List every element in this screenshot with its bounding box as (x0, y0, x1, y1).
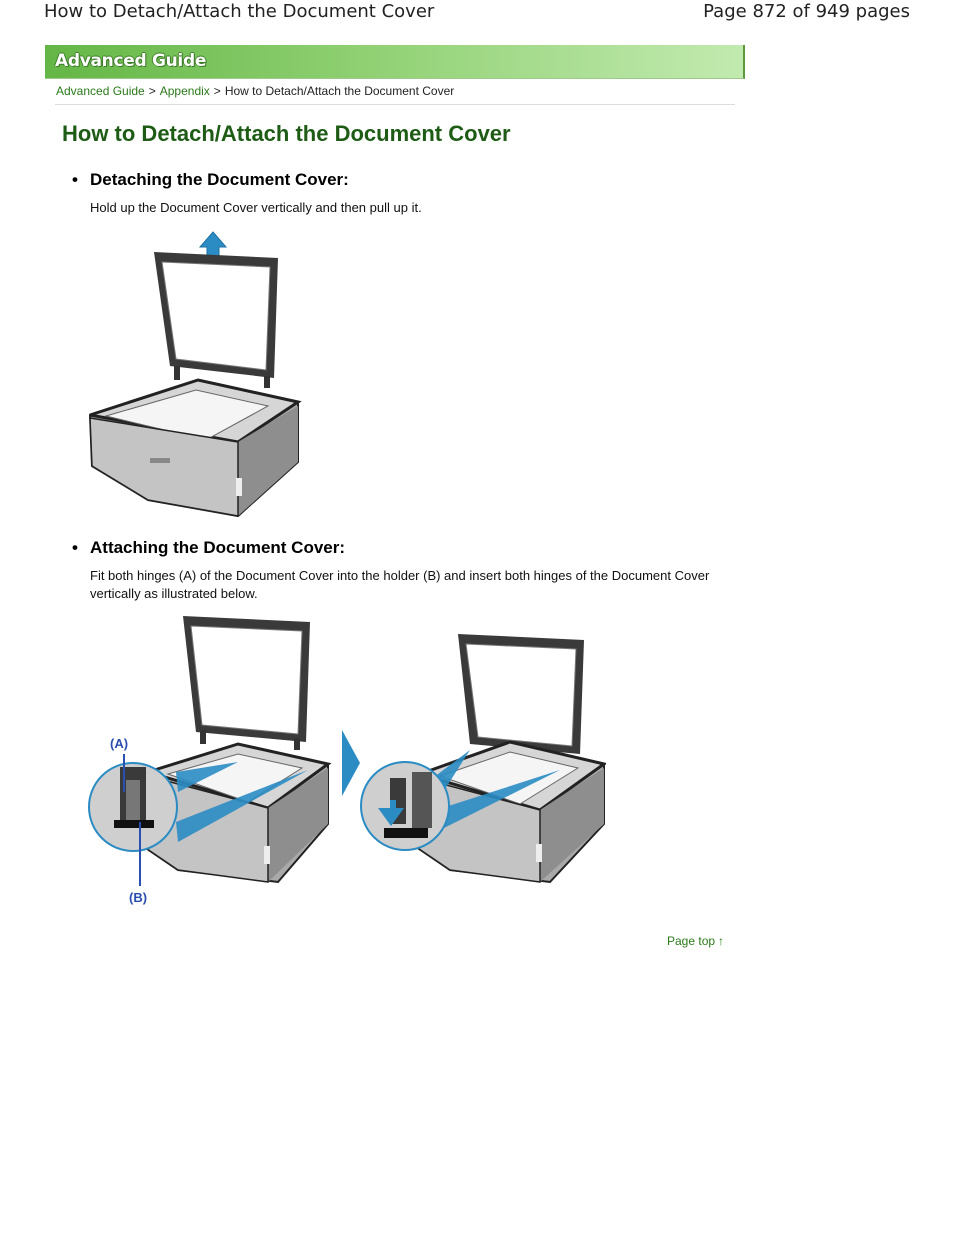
attach-cover-illustration-step1 (88, 612, 333, 907)
breadcrumb-separator: > (213, 84, 221, 98)
page-top-link[interactable] (667, 934, 724, 948)
banner-label: Advanced Guide (55, 51, 207, 71)
next-step-arrow-icon (340, 728, 362, 798)
breadcrumb (56, 84, 454, 98)
page-title: How to Detach/Attach the Document Cover (62, 121, 511, 146)
breadcrumb-link-advanced-guide[interactable]: Advanced Guide (56, 84, 145, 98)
document-title: How to Detach/Attach the Document Cover (44, 1, 435, 22)
page-counter: Page 872 of 949 pages (703, 1, 910, 22)
detach-cover-illustration (88, 230, 303, 520)
page-top-label: Page top (667, 934, 716, 948)
section-heading-attaching: • Attaching the Document Cover: (72, 538, 345, 558)
up-arrow-icon: ↑ (718, 934, 725, 948)
divider (55, 104, 735, 105)
callout-label-a: (A) (110, 736, 129, 751)
breadcrumb-link-appendix[interactable]: Appendix (159, 84, 210, 98)
breadcrumb-separator: > (148, 84, 156, 98)
callout-label-b: (B) (129, 890, 148, 905)
section-text-attaching: Fit both hinges (A) of the Document Cover into the holder (B) and insert both hinges of the Document Cover vertically as illustrated below. (90, 568, 710, 601)
breadcrumb-current: How to Detach/Attach the Document Cover (224, 84, 455, 98)
section-text-detaching: Hold up the Document Cover vertically and then pull up it. (90, 200, 422, 215)
advanced-guide-banner (45, 45, 745, 79)
section-heading-detaching: • Detaching the Document Cover: (72, 170, 349, 190)
attach-cover-illustration-step2 (360, 630, 606, 890)
